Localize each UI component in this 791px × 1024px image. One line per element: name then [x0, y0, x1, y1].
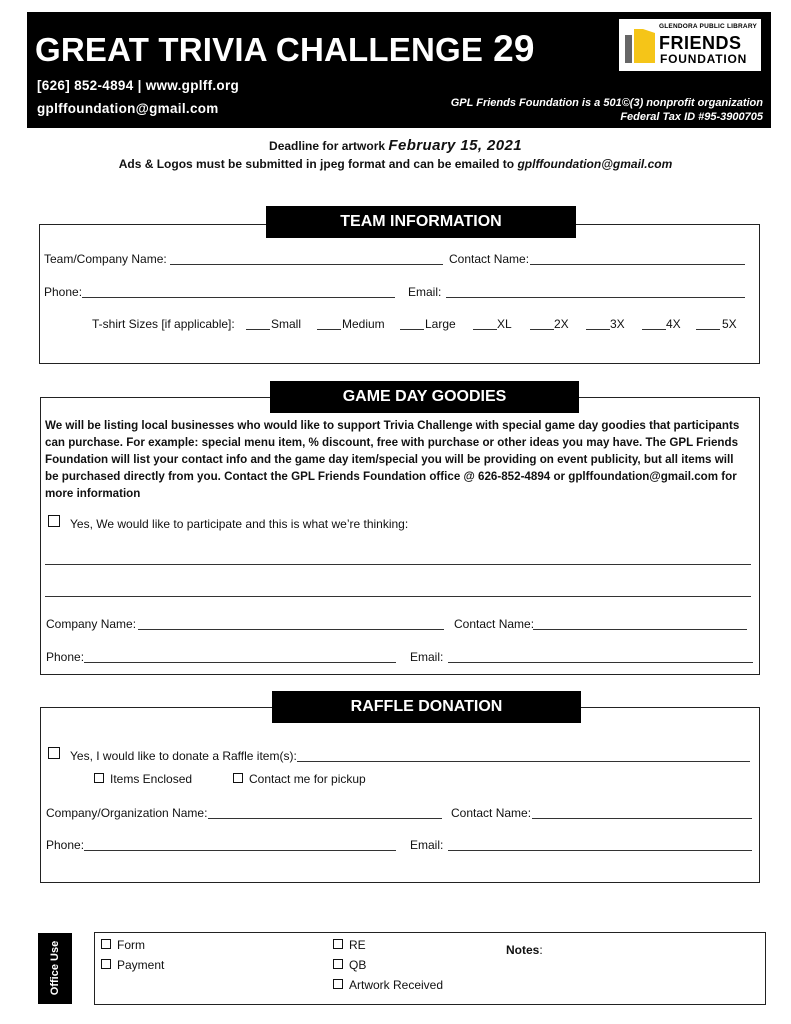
- artwork-deadline: Deadline for artwork February 15, 2021: [269, 137, 522, 154]
- goodies-contact-label: Contact Name:: [454, 617, 535, 631]
- size-4x: 4X: [666, 317, 681, 331]
- raffle-company-label: Company/Organization Name:: [46, 806, 208, 820]
- office-form-label: Form: [117, 938, 145, 952]
- size-small: Small: [271, 317, 302, 331]
- friends-foundation-logo: GLENDORA PUBLIC LIBRARY FRIENDS FOUNDATION: [619, 19, 761, 71]
- team-info-section: [39, 224, 760, 364]
- event-number: 29: [493, 28, 535, 69]
- raffle-item-field[interactable]: [297, 761, 750, 762]
- size-5x: 5X: [722, 317, 737, 331]
- page-title: GREAT TRIVIA CHALLENGE 29: [35, 28, 535, 69]
- office-payment-label: Payment: [117, 958, 165, 972]
- items-enclosed-checkbox[interactable]: [94, 773, 104, 783]
- office-re-label: RE: [349, 938, 366, 952]
- raffle-phone-field[interactable]: [84, 850, 396, 851]
- participate-checkbox[interactable]: [48, 515, 60, 527]
- goodies-phone-field[interactable]: [84, 662, 396, 663]
- size-2x: 2X: [554, 317, 569, 331]
- office-notes-label: Notes:: [506, 943, 543, 957]
- goodies-idea-line-1[interactable]: [45, 564, 751, 565]
- goodies-contact-field[interactable]: [533, 629, 747, 630]
- header-email[interactable]: gplffoundation@gmail.com: [37, 101, 219, 116]
- goodies-idea-line-2[interactable]: [45, 596, 751, 597]
- raffle-phone-label: Phone:: [46, 838, 85, 852]
- goodies-title: GAME DAY GOODIES: [270, 381, 579, 413]
- contact-pickup-label: Contact me for pickup: [249, 772, 366, 786]
- team-contact-label: Contact Name:: [449, 252, 530, 266]
- office-qb-label: QB: [349, 958, 367, 972]
- raffle-contact-field[interactable]: [532, 818, 752, 819]
- goodies-email-label: Email:: [410, 650, 444, 664]
- size-5x-field[interactable]: [696, 329, 720, 330]
- team-contact-field[interactable]: [530, 264, 745, 265]
- raffle-email-label: Email:: [410, 838, 444, 852]
- team-name-label: Team/Company Name:: [44, 252, 167, 266]
- size-medium: Medium: [342, 317, 385, 331]
- office-artwork-label: Artwork Received: [349, 978, 444, 992]
- goodies-company-label: Company Name:: [46, 617, 137, 631]
- size-3x: 3X: [610, 317, 625, 331]
- deadline-date: February 15, 2021: [388, 137, 522, 154]
- raffle-section: [40, 707, 760, 883]
- team-email-label: Email:: [408, 285, 442, 299]
- submission-instructions: Ads & Logos must be submitted in jpeg format and can be emailed to gplffoundation@gmail.com: [118, 157, 673, 171]
- size-large: Large: [425, 317, 456, 331]
- size-small-field[interactable]: [246, 329, 270, 330]
- raffle-company-field[interactable]: [208, 818, 442, 819]
- team-info-title: TEAM INFORMATION: [266, 206, 576, 238]
- participate-label: Yes, We would like to participate and this is what we’re thinking:: [70, 517, 409, 531]
- size-2x-field[interactable]: [530, 329, 554, 330]
- size-3x-field[interactable]: [586, 329, 610, 330]
- office-artwork-checkbox[interactable]: [333, 979, 343, 989]
- goodies-phone-label: Phone:: [46, 650, 85, 664]
- size-medium-field[interactable]: [317, 329, 341, 330]
- nonprofit-info: GPL Friends Foundation is a 501©(3) nonprofit organization Federal Tax ID #95-3900705: [450, 97, 763, 123]
- goodies-description: We will be listing local businesses who would like to support Trivia Challenge with special game day goodies that participants can purchase. For example: special menu item, % discount, free with purchase or other ideas you may have. The GPL Friends Foundation will list your contact info and the game day item/special you will be providing on event publicity, but all items will be purchased directly from you. Contact the GPL Friends Foundation office @ 626-852-4894 or gplffoundation@gmail.com for more information: [45, 419, 740, 500]
- contact-pickup-checkbox[interactable]: [233, 773, 243, 783]
- goodies-company-field[interactable]: [138, 629, 444, 630]
- team-name-field[interactable]: [170, 264, 443, 265]
- office-form-checkbox[interactable]: [101, 939, 111, 949]
- raffle-contact-label: Contact Name:: [451, 806, 532, 820]
- office-use-label: Office Use: [49, 940, 61, 996]
- size-xl-field[interactable]: [473, 329, 497, 330]
- office-use-box: [94, 932, 766, 1005]
- phone-website[interactable]: [626] 852-4894 | www.gplff.org: [37, 78, 240, 93]
- goodies-email-field[interactable]: [448, 662, 753, 663]
- raffle-donate-checkbox[interactable]: [48, 747, 60, 759]
- raffle-title: RAFFLE DONATION: [272, 691, 581, 723]
- size-4x-field[interactable]: [642, 329, 666, 330]
- size-large-field[interactable]: [400, 329, 424, 330]
- book-logo-icon: [625, 27, 657, 65]
- submission-email: gplffoundation@gmail.com: [517, 157, 673, 171]
- team-email-field[interactable]: [446, 297, 745, 298]
- raffle-email-field[interactable]: [448, 850, 752, 851]
- raffle-donate-label: Yes, I would like to donate a Raffle item(s):: [70, 749, 297, 763]
- office-payment-checkbox[interactable]: [101, 959, 111, 969]
- office-re-checkbox[interactable]: [333, 939, 343, 949]
- team-phone-field[interactable]: [82, 297, 395, 298]
- items-enclosed-label: Items Enclosed: [110, 772, 193, 786]
- team-phone-label: Phone:: [44, 285, 83, 299]
- tshirt-label: T-shirt Sizes [if applicable]:: [92, 317, 235, 331]
- size-xl: XL: [497, 317, 512, 331]
- header-banner: [27, 12, 771, 128]
- office-qb-checkbox[interactable]: [333, 959, 343, 969]
